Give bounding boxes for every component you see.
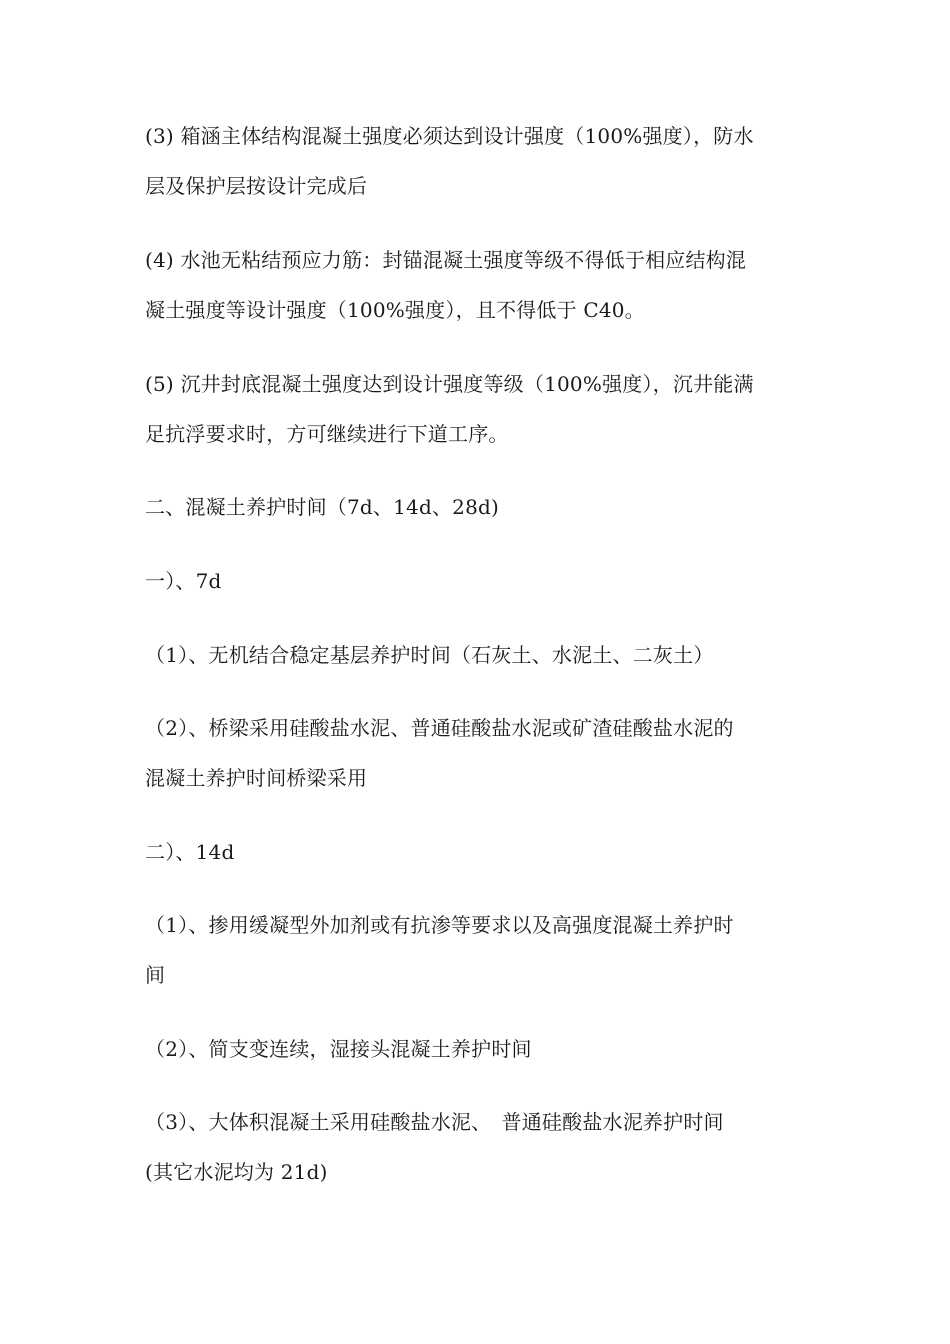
paragraph-5-line-1: (5) 沉井封底混凝土强度达到设计强度等级（100%强度），沉井能满 xyxy=(145,372,754,396)
subheading-7d: 一）、7d xyxy=(145,569,222,593)
item-14d-3-line-1: （3）、大体积混凝土采用硅酸盐水泥、 普通硅酸盐水泥养护时间 xyxy=(145,1110,724,1134)
paragraph-4-line-2: 凝土强度等设计强度（100%强度），且不得低于 C40。 xyxy=(145,298,645,322)
subheading-14d: 二）、14d xyxy=(145,840,235,864)
paragraph-4-line-1: (4) 水池无粘结预应力筋：封锚混凝土强度等级不得低于相应结构混 xyxy=(145,248,747,272)
section-heading-curing-time: 二、混凝土养护时间（7d、14d、28d) xyxy=(145,495,500,519)
item-7d-2-line-1: （2）、桥梁采用硅酸盐水泥、普通硅酸盐水泥或矿渣硅酸盐水泥的 xyxy=(145,716,734,740)
paragraph-3-line-2: 层及保护层按设计完成后 xyxy=(145,174,368,198)
item-7d-2-line-2: 混凝土养护时间桥梁采用 xyxy=(145,766,368,790)
item-14d-1-line-2: 间 xyxy=(145,963,166,987)
paragraph-5-line-2: 足抗浮要求时，方可继续进行下道工序。 xyxy=(145,422,509,446)
item-14d-3-line-2: (其它水泥均为 21d) xyxy=(145,1160,328,1184)
item-7d-1: （1）、无机结合稳定基层养护时间（石灰土、水泥土、二灰土） xyxy=(145,643,714,667)
item-14d-1-line-1: （1）、掺用缓凝型外加剂或有抗渗等要求以及高强度混凝土养护时 xyxy=(145,913,734,937)
paragraph-3-line-1: (3) 箱涵主体结构混凝土强度必须达到设计强度（100%强度），防水 xyxy=(145,124,754,148)
item-14d-2: （2）、简支变连续，湿接头混凝土养护时间 xyxy=(145,1037,532,1061)
